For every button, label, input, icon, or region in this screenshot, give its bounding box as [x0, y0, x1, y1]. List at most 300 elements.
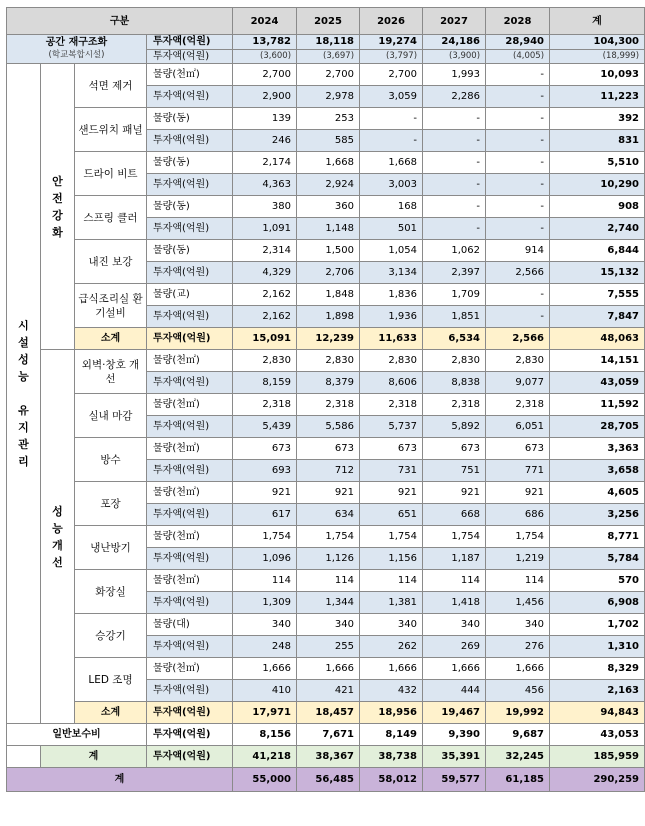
safety-label-char: 안: [52, 174, 63, 188]
facility-total-value: 38,738: [360, 746, 423, 768]
outer-label-char: 능: [18, 370, 29, 383]
value-cell: 1,666: [360, 658, 423, 680]
item-name: 스프링 클러: [75, 196, 147, 240]
value-cell: 1,054: [360, 240, 423, 262]
value-cell: 340: [360, 614, 423, 636]
unit-cell: 투자액(억원): [147, 130, 233, 152]
item-name: 드라이 비트: [75, 152, 147, 196]
value-cell: 6,051: [486, 416, 550, 438]
facility-total-row: [7, 746, 645, 768]
value-cell: -: [486, 108, 550, 130]
outer-label-char: 관: [18, 438, 29, 451]
grand-total-value: 55,000: [233, 768, 297, 792]
total-cell: 43,059: [550, 372, 645, 394]
value-cell: 340: [233, 614, 297, 636]
value-cell: 2,830: [233, 350, 297, 372]
total-cell: 4,605: [550, 482, 645, 504]
grand-total-value: 56,485: [297, 768, 360, 792]
value-cell: 686: [486, 504, 550, 526]
subtotal-row: [7, 328, 645, 350]
value-cell: 1,666: [233, 658, 297, 680]
value-cell: 2,706: [297, 262, 360, 284]
data-row: [7, 482, 645, 504]
value-cell: 2,162: [233, 284, 297, 306]
value-cell: 380: [233, 196, 297, 218]
value-cell: -: [486, 306, 550, 328]
general-value: 9,390: [423, 724, 486, 746]
data-row: [7, 394, 645, 416]
item-name: 실내 마감: [75, 394, 147, 438]
safety-label-char: 강: [52, 208, 63, 222]
item-name: LED 조명: [75, 658, 147, 702]
header-year: 2024: [233, 8, 297, 35]
value-cell: -: [486, 152, 550, 174]
value-cell: -: [486, 86, 550, 108]
unit-cell: 물량(동): [147, 108, 233, 130]
total-cell: 10,093: [550, 64, 645, 86]
space-value: 28,940: [486, 35, 550, 50]
facility-total-value: 41,218: [233, 746, 297, 768]
outer-label-char: 시: [18, 319, 29, 332]
unit-cell: 투자액(억원): [147, 218, 233, 240]
total-cell: 1,702: [550, 614, 645, 636]
facility-total-value: 32,245: [486, 746, 550, 768]
value-cell: 1,456: [486, 592, 550, 614]
value-cell: 421: [297, 680, 360, 702]
subtotal-value: 18,956: [360, 702, 423, 724]
unit-cell: 투자액(억원): [147, 460, 233, 482]
item-name: 석면 제거: [75, 64, 147, 108]
unit-cell: 투자액(억원): [147, 548, 233, 570]
item-name: 외벽·창호 개선: [75, 350, 147, 394]
facility-total-unit: 투자액(억원): [147, 746, 233, 768]
unit-cell: 물량(대): [147, 614, 233, 636]
data-row: [7, 196, 645, 218]
value-cell: 3,134: [360, 262, 423, 284]
value-cell: 1,309: [233, 592, 297, 614]
unit-cell: 투자액(억원): [147, 592, 233, 614]
header-year: 2027: [423, 8, 486, 35]
unit-cell: 물량(천㎡): [147, 394, 233, 416]
value-cell: 1,156: [360, 548, 423, 570]
value-cell: 2,900: [233, 86, 297, 108]
data-row: [7, 64, 645, 86]
total-cell: 11,223: [550, 86, 645, 108]
space-sub-value: (3,797): [360, 49, 423, 64]
value-cell: 673: [360, 438, 423, 460]
header-year: 2026: [360, 8, 423, 35]
subtotal-value: 19,992: [486, 702, 550, 724]
value-cell: 731: [360, 460, 423, 482]
value-cell: 1,091: [233, 218, 297, 240]
value-cell: 1,219: [486, 548, 550, 570]
space-label-cell: [7, 35, 147, 64]
value-cell: 5,737: [360, 416, 423, 438]
value-cell: 921: [233, 482, 297, 504]
value-cell: 693: [233, 460, 297, 482]
facility-total-total: 185,959: [550, 746, 645, 768]
value-cell: 1,754: [423, 526, 486, 548]
header-year: 2028: [486, 8, 550, 35]
value-cell: 2,830: [423, 350, 486, 372]
value-cell: -: [423, 218, 486, 240]
unit-cell: 물량(천㎡): [147, 570, 233, 592]
value-cell: 253: [297, 108, 360, 130]
unit-cell: 물량(교): [147, 284, 233, 306]
value-cell: 5,439: [233, 416, 297, 438]
safety-label-char: 전: [52, 191, 63, 205]
value-cell: 5,586: [297, 416, 360, 438]
value-cell: 2,700: [297, 64, 360, 86]
subtotal-value: 17,971: [233, 702, 297, 724]
total-cell: 2,740: [550, 218, 645, 240]
space-total: 104,300: [550, 35, 645, 50]
item-name: 화장실: [75, 570, 147, 614]
value-cell: 668: [423, 504, 486, 526]
value-cell: 3,059: [360, 86, 423, 108]
subtotal-value: 12,239: [297, 328, 360, 350]
value-cell: -: [486, 196, 550, 218]
item-name: 승강기: [75, 614, 147, 658]
value-cell: 1,668: [297, 152, 360, 174]
value-cell: 1,754: [233, 526, 297, 548]
value-cell: 1,848: [297, 284, 360, 306]
value-cell: 248: [233, 636, 297, 658]
value-cell: 2,318: [486, 394, 550, 416]
value-cell: 2,162: [233, 306, 297, 328]
value-cell: -: [423, 174, 486, 196]
subtotal-value: 19,467: [423, 702, 486, 724]
value-cell: 921: [297, 482, 360, 504]
value-cell: 1,666: [297, 658, 360, 680]
value-cell: 4,329: [233, 262, 297, 284]
value-cell: -: [486, 284, 550, 306]
space-sub-total: (18,999): [550, 49, 645, 64]
total-cell: 14,151: [550, 350, 645, 372]
space-sub-value: (3,697): [297, 49, 360, 64]
value-cell: 2,924: [297, 174, 360, 196]
value-cell: 673: [486, 438, 550, 460]
item-name: 내진 보강: [75, 240, 147, 284]
outer-label-char: 설: [18, 336, 29, 349]
total-cell: 3,658: [550, 460, 645, 482]
total-cell: 6,844: [550, 240, 645, 262]
grand-total-label: 계: [7, 768, 233, 792]
value-cell: 2,978: [297, 86, 360, 108]
value-cell: 456: [486, 680, 550, 702]
value-cell: -: [423, 196, 486, 218]
value-cell: 914: [486, 240, 550, 262]
value-cell: 1,148: [297, 218, 360, 240]
value-cell: 2,830: [297, 350, 360, 372]
unit-cell: 투자액(억원): [147, 504, 233, 526]
perf-label-char: 개: [52, 538, 63, 552]
subtotal-row: [7, 702, 645, 724]
value-cell: 410: [233, 680, 297, 702]
value-cell: 340: [486, 614, 550, 636]
space-row: [7, 35, 645, 50]
value-cell: 114: [360, 570, 423, 592]
outer-label-char: 유: [18, 404, 29, 417]
item-name: 포장: [75, 482, 147, 526]
value-cell: 1,666: [423, 658, 486, 680]
space-sub-value: (3,900): [423, 49, 486, 64]
value-cell: 617: [233, 504, 297, 526]
outer-label-char: 성: [18, 353, 29, 366]
value-cell: 921: [486, 482, 550, 504]
subtotal-unit: 투자액(억원): [147, 702, 233, 724]
subtotal-value: 18,457: [297, 702, 360, 724]
general-value: 7,671: [297, 724, 360, 746]
space-unit: 투자액(억원): [147, 35, 233, 50]
value-cell: -: [360, 130, 423, 152]
facility-total-value: 38,367: [297, 746, 360, 768]
grand-total-row: [7, 768, 645, 792]
value-cell: 1,754: [486, 526, 550, 548]
total-cell: 8,771: [550, 526, 645, 548]
unit-cell: 투자액(억원): [147, 262, 233, 284]
total-cell: 3,256: [550, 504, 645, 526]
unit-cell: 투자액(억원): [147, 372, 233, 394]
value-cell: 2,700: [360, 64, 423, 86]
data-row: [7, 570, 645, 592]
value-cell: 1,062: [423, 240, 486, 262]
space-value: 18,118: [297, 35, 360, 50]
subtotal-value: 11,633: [360, 328, 423, 350]
subtotal-label: 소계: [75, 702, 147, 724]
value-cell: 1,418: [423, 592, 486, 614]
value-cell: 1,126: [297, 548, 360, 570]
subtotal-total: 94,843: [550, 702, 645, 724]
data-row: [7, 614, 645, 636]
total-cell: 8,329: [550, 658, 645, 680]
general-label: 일반보수비: [7, 724, 147, 746]
value-cell: 8,606: [360, 372, 423, 394]
investment-table: [6, 7, 645, 792]
perf-label-char: 능: [52, 521, 63, 535]
value-cell: 673: [297, 438, 360, 460]
unit-cell: 물량(천㎡): [147, 64, 233, 86]
unit-cell: 물량(천㎡): [147, 482, 233, 504]
perf-label: [41, 350, 75, 724]
value-cell: 1,709: [423, 284, 486, 306]
data-row: [7, 108, 645, 130]
general-total: 43,053: [550, 724, 645, 746]
value-cell: 2,174: [233, 152, 297, 174]
value-cell: 1,381: [360, 592, 423, 614]
header-row: [7, 8, 645, 35]
value-cell: 246: [233, 130, 297, 152]
unit-cell: 투자액(억원): [147, 680, 233, 702]
value-cell: 4,363: [233, 174, 297, 196]
total-cell: 28,705: [550, 416, 645, 438]
header-total: 계: [550, 8, 645, 35]
value-cell: 2,397: [423, 262, 486, 284]
value-cell: 114: [423, 570, 486, 592]
header-year: 2025: [297, 8, 360, 35]
total-cell: 2,163: [550, 680, 645, 702]
value-cell: 2,566: [486, 262, 550, 284]
value-cell: 262: [360, 636, 423, 658]
unit-cell: 투자액(억원): [147, 174, 233, 196]
space-value: 19,274: [360, 35, 423, 50]
subtotal-unit: 투자액(억원): [147, 328, 233, 350]
grand-total-value: 58,012: [360, 768, 423, 792]
space-sub-value: (4,005): [486, 49, 550, 64]
value-cell: 114: [297, 570, 360, 592]
total-cell: 1,310: [550, 636, 645, 658]
general-value: 9,687: [486, 724, 550, 746]
total-cell: 5,784: [550, 548, 645, 570]
facility-total-value: 35,391: [423, 746, 486, 768]
outer-label-char: 지: [18, 421, 29, 434]
value-cell: 269: [423, 636, 486, 658]
value-cell: 651: [360, 504, 423, 526]
value-cell: 114: [233, 570, 297, 592]
unit-cell: 투자액(억원): [147, 86, 233, 108]
space-value: 24,186: [423, 35, 486, 50]
total-cell: 831: [550, 130, 645, 152]
value-cell: 5,892: [423, 416, 486, 438]
value-cell: 432: [360, 680, 423, 702]
value-cell: -: [423, 130, 486, 152]
value-cell: -: [423, 108, 486, 130]
unit-cell: 물량(천㎡): [147, 350, 233, 372]
value-cell: 673: [233, 438, 297, 460]
unit-cell: 물량(동): [147, 240, 233, 262]
grand-total-total: 290,259: [550, 768, 645, 792]
value-cell: 360: [297, 196, 360, 218]
value-cell: 8,379: [297, 372, 360, 394]
unit-cell: 물량(천㎡): [147, 526, 233, 548]
data-row: [7, 438, 645, 460]
space-value: 13,782: [233, 35, 297, 50]
total-cell: 7,847: [550, 306, 645, 328]
total-cell: 570: [550, 570, 645, 592]
outer-label: [7, 64, 41, 724]
value-cell: 2,700: [233, 64, 297, 86]
subtotal-value: 2,566: [486, 328, 550, 350]
value-cell: 444: [423, 680, 486, 702]
value-cell: 2,830: [360, 350, 423, 372]
value-cell: 9,077: [486, 372, 550, 394]
value-cell: 1,187: [423, 548, 486, 570]
value-cell: -: [486, 218, 550, 240]
unit-cell: 투자액(억원): [147, 636, 233, 658]
subtotal-total: 48,063: [550, 328, 645, 350]
value-cell: 921: [360, 482, 423, 504]
value-cell: 2,830: [486, 350, 550, 372]
general-value: 8,149: [360, 724, 423, 746]
value-cell: 751: [423, 460, 486, 482]
space-sub-value: (3,600): [233, 49, 297, 64]
subtotal-label: 소계: [75, 328, 147, 350]
value-cell: 771: [486, 460, 550, 482]
header-category: 구분: [7, 8, 233, 35]
total-cell: 908: [550, 196, 645, 218]
subtotal-value: 6,534: [423, 328, 486, 350]
value-cell: 139: [233, 108, 297, 130]
value-cell: 8,159: [233, 372, 297, 394]
value-cell: 2,318: [423, 394, 486, 416]
perf-label-char: 성: [52, 504, 63, 518]
unit-cell: 투자액(억원): [147, 416, 233, 438]
value-cell: -: [486, 130, 550, 152]
total-cell: 5,510: [550, 152, 645, 174]
blank-cell: [7, 746, 41, 768]
value-cell: 255: [297, 636, 360, 658]
value-cell: 340: [297, 614, 360, 636]
space-label: 공간 재구조화: [45, 37, 108, 48]
value-cell: 1,936: [360, 306, 423, 328]
value-cell: 673: [423, 438, 486, 460]
safety-label: [41, 64, 75, 350]
total-cell: 6,908: [550, 592, 645, 614]
value-cell: 2,318: [233, 394, 297, 416]
grand-total-value: 61,185: [486, 768, 550, 792]
value-cell: 8,838: [423, 372, 486, 394]
value-cell: 1,851: [423, 306, 486, 328]
value-cell: 3,003: [360, 174, 423, 196]
value-cell: 634: [297, 504, 360, 526]
total-cell: 10,290: [550, 174, 645, 196]
space-sub-unit: 투자액(억원): [147, 49, 233, 64]
value-cell: -: [486, 64, 550, 86]
value-cell: 1,344: [297, 592, 360, 614]
data-row: [7, 658, 645, 680]
item-name: 급식조리실 환기설비: [75, 284, 147, 328]
value-cell: 2,314: [233, 240, 297, 262]
space-sublabel: (학교복합시설): [48, 50, 105, 60]
value-cell: -: [360, 108, 423, 130]
value-cell: 1,096: [233, 548, 297, 570]
facility-total-label: 계: [41, 746, 147, 768]
value-cell: -: [423, 152, 486, 174]
total-cell: 392: [550, 108, 645, 130]
value-cell: 501: [360, 218, 423, 240]
data-row: [7, 284, 645, 306]
value-cell: 921: [423, 482, 486, 504]
data-row: [7, 350, 645, 372]
value-cell: 114: [486, 570, 550, 592]
general-value: 8,156: [233, 724, 297, 746]
grand-total-value: 59,577: [423, 768, 486, 792]
perf-label-char: 선: [52, 555, 63, 569]
general-unit: 투자액(억원): [147, 724, 233, 746]
outer-label-char: [7, 385, 40, 402]
total-cell: 7,555: [550, 284, 645, 306]
value-cell: 1,993: [423, 64, 486, 86]
data-row: [7, 526, 645, 548]
value-cell: 585: [297, 130, 360, 152]
value-cell: 2,286: [423, 86, 486, 108]
data-row: [7, 240, 645, 262]
item-name: 냉난방기: [75, 526, 147, 570]
value-cell: 1,754: [297, 526, 360, 548]
value-cell: 712: [297, 460, 360, 482]
value-cell: 276: [486, 636, 550, 658]
value-cell: 2,318: [360, 394, 423, 416]
total-cell: 11,592: [550, 394, 645, 416]
item-name: 방수: [75, 438, 147, 482]
total-cell: 3,363: [550, 438, 645, 460]
subtotal-value: 15,091: [233, 328, 297, 350]
value-cell: 1,668: [360, 152, 423, 174]
unit-cell: 투자액(억원): [147, 306, 233, 328]
total-cell: 15,132: [550, 262, 645, 284]
value-cell: 1,754: [360, 526, 423, 548]
unit-cell: 물량(동): [147, 152, 233, 174]
